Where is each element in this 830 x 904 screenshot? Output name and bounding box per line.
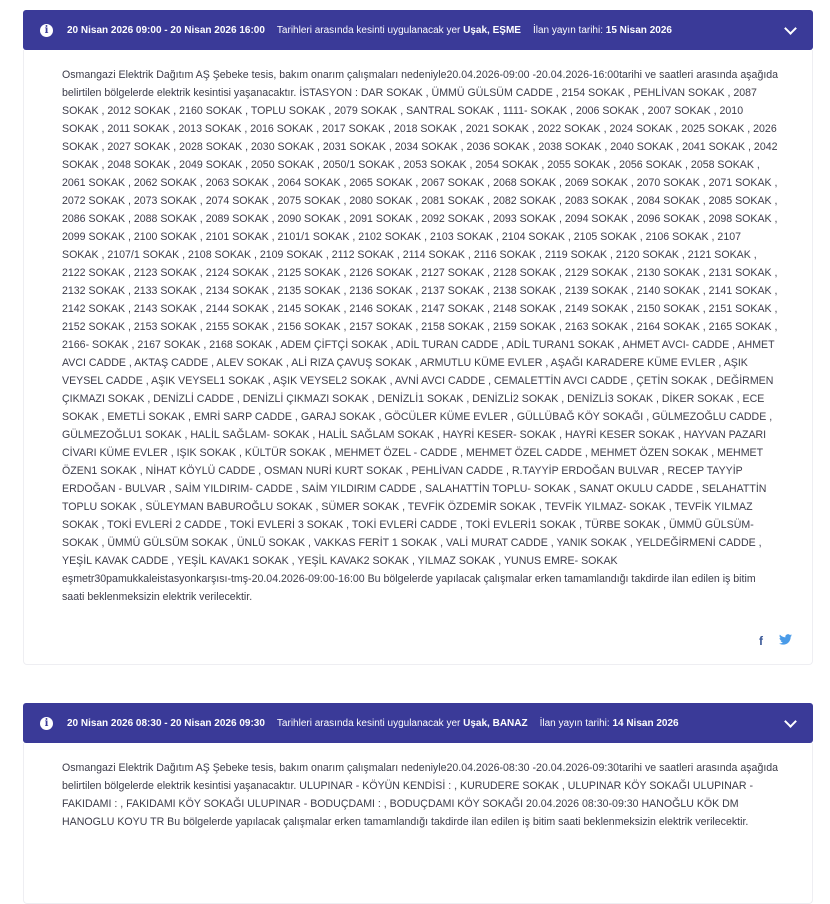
publish-date: 15 Nisan 2026 [605,24,672,36]
chevron-down-icon[interactable] [784,715,797,728]
publish-label: İlan yayın tarihi: [539,717,610,729]
location-prefix: Tarihleri arasında kesinti uygulanacak yer [276,24,461,36]
share-bar [759,632,792,650]
announcement-card [23,10,813,665]
publish-label: İlan yayın tarihi: [532,24,603,36]
publish-date: 14 Nisan 2026 [612,717,679,729]
info-icon: i [40,717,53,730]
announcement-card [23,703,813,904]
twitter-icon[interactable] [779,632,792,650]
announcement-text: Osmangazi Elektrik Dağıtım AŞ Şebeke tesis, bakım onarım çalışmaları nedeniyle20.04.2026-08:30 -20.04.2026-09:30tarihi ve saatleri arasında aşağıda belirtilen bölgelerde elektrik kesintisi yaşanacaktır. ULUPINAR - KÖYÜN KENDİSİ : , KURUDERE SOKAK , ULUPINAR KÖY SOKAĞI ULUPINAR - FAKIDAMI : , FAKIDAMI KÖY SOKAĞI ULUPINAR - BODUÇDAMI : , BODUÇDAMI KÖY SOKAĞI 20.04.2026 08:30-09:30 HANOĞLU KÖK DM HANOGLU KOYU TR Bu bölgelerde yapılacak çalışmalar erken tamamlandığı takdirde ilan edilen iş bitim saati beklenmeksizin elektrik verilecektir. [62,762,779,828]
announcement-header[interactable] [23,10,813,50]
location-prefix: Tarihleri arasında kesinti uygulanacak yer [276,717,461,729]
location: Uşak, BANAZ [463,717,528,729]
announcement-body [23,743,813,904]
chevron-down-icon[interactable] [784,22,797,35]
announcement-text: Osmangazi Elektrik Dağıtım AŞ Şebeke tesis, bakım onarım çalışmaları nedeniyle20.04.2026-09:00 -20.04.2026-16:00tarihi ve saatleri arasında aşağıda belirtilen bölgelerde elektrik kesintisi yaşanacaktır. İSTASYON : DAR SOKAK , ÜMMÜ GÜLSÜM CADDE , 2154 SOKAK , PEHLİVAN SOKAK , 2087 SOKAK , 2012 SOKAK , 2160 SOKAK , TOPLU SOKAK , 2079 SOKAK , SANTRAL SOKAK , 1111- SOKAK , 2006 SOKAK , 2007 SOKAK , 2010 SOKAK , 2011 SOKAK , 2013 SOKAK , 2016 SOKAK , 2017 SOKAK , 2018 SOKAK , 2021 SOKAK , 2022 SOKAK , 2024 SOKAK , 2025 SOKAK , 2026 SOKAK , 2027 SOKAK , 2028 SOKAK , 2030 SOKAK , 2031 SOKAK , 2034 SOKAK , 2036 SOKAK , 2038 SOKAK , 2040 SOKAK , 2041 SOKAK , 2042 SOKAK , 2048 SOKAK , 2049 SOKAK , 2050 SOKAK , 2050/1 SOKAK , 2053 SOKAK , 2054 SOKAK , 2055 SOKAK , 2056 SOKAK , 2058 SOKAK , 2061 SOKAK , 2062 SOKAK , 2063 SOKAK , 2064 SOKAK , 2065 SOKAK , 2067 SOKAK , 2068 SOKAK , 2069 SOKAK , 2070 SOKAK , 2071 SOKAK , 2072 SOKAK , 2073 SOKAK , 2074 SOKAK , 2075 SOKAK , 2080 SOKAK , 2081 SOKAK , 2082 SOKAK , 2083 SOKAK , 2084 SOKAK , 2085 SOKAK , 2086 SOKAK , 2088 SOKAK , 2089 SOKAK , 2090 SOKAK , 2091 SOKAK , 2092 SOKAK , 2093 SOKAK , 2094 SOKAK , 2096 SOKAK , 2098 SOKAK , 2099 SOKAK , 2100 SOKAK , 2101 SOKAK , 2101/1 SOKAK , 2102 SOKAK , 2103 SOKAK , 2104 SOKAK , 2105 SOKAK , 2106 SOKAK , 2107 SOKAK , 2107/1 SOKAK , 2108 SOKAK , 2109 SOKAK , 2112 SOKAK , 2114 SOKAK , 2116 SOKAK , 2119 SOKAK , 2120 SOKAK , 2121 SOKAK , 2122 SOKAK , 2123 SOKAK , 2124 SOKAK , 2125 SOKAK , 2126 SOKAK , 2127 SOKAK , 2128 SOKAK , 2129 SOKAK , 2130 SOKAK , 2131 SOKAK , 2132 SOKAK , 2133 SOKAK , 2134 SOKAK , 2135 SOKAK , 2136 SOKAK , 2137 SOKAK , 2138 SOKAK , 2139 SOKAK , 2140 SOKAK , 2141 SOKAK , 2142 SOKAK , 2143 SOKAK , 2144 SOKAK , 2145 SOKAK , 2146 SOKAK , 2147 SOKAK , 2148 SOKAK , 2149 SOKAK , 2150 SOKAK , 2151 SOKAK , 2152 SOKAK , 2153 SOKAK , 2155 SOKAK , 2156 SOKAK , 2157 SOKAK , 2158 SOKAK , 2159 SOKAK , 2163 SOKAK , 2164 SOKAK , 2165 SOKAK , 2166- SOKAK , 2167 SOKAK , 2168 SOKAK , ADEM ÇİFTÇİ SOKAK , ADİL TURAN CADDE , ADİL TURAN1 SOKAK , AHMET AVCI- CADDE , AHMET AVCI CADDE , AKTAŞ CADDE , ALEV SOKAK , ALİ RIZA ÇAVUŞ SOKAK , ARMUTLU KÜME EVLER , AŞAĞI KARADERE KÜME EVLER , AŞIK VEYSEL CADDE , AŞIK VEYSEL1 SOKAK , AŞIK VEYSEL2 SOKAK , AVNİ AVCI CADDE , CEMALETTİN AVCI CADDE , ÇETİN SOKAK , DEĞİRMEN ÇIKMAZI SOKAK , DENİZLİ CADDE , DENİZLİ ÇIKMAZI SOKAK , DENİZLİ1 SOKAK , DENİZLİ2 SOKAK , DENİZLİ3 SOKAK , DİKER SOKAK , ECE SOKAK , EMETLİ SOKAK , EMRİ SARP CADDE , GARAJ SOKAK , GÖCÜLER KÜME EVLER , GÜLLÜBAĞ KÖY SOKAĞI , GÜLMEZOĞLU CADDE , GÜLMEZOĞLU1 SOKAK , HALİL SAĞLAM- SOKAK , HALİL SAĞLAM SOKAK , HAYRİ KESER- SOKAK , HAYRİ KESER SOKAK , HAYVAN PAZARI CİVARI KÜME EVLER , IŞIK SOKAK , KÜLTÜR SOKAK , MEHMET ÖZEL - CADDE , MEHMET ÖZEL CADDE , MEHMET ÖZEN SOKAK , MEHMET ÖZEN1 SOKAK , NİHAT KÖYLÜ CADDE , OSMAN NURİ KURT SOKAK , PEHLİVAN CADDE , R.TAYYİP ERDOĞAN BULVAR , RECEP TAYYİP ERDOĞAN - BULVAR , SAİM YILDIRIM- CADDE , SAİM YILDIRIM CADDE , SALAHATTİN TOPLU- SOKAK , SANAT OKULU CADDE , SELAHATTİN TOPLU SOKAK , SÜLEYMAN BABUROĞLU SOKAK , SÜMER SOKAK , TEVFİK ÖZDEMİR SOKAK , TEVFİK YILMAZ- SOKAK , TEVFİK YILMAZ SOKAK , TOKİ EVLERİ 2 CADDE , TOKİ EVLERİ 3 SOKAK , TOKİ EVLERİ CADDE , TOKİ EVLERİ1 SOKAK , TÜRBE SOKAK , ÜMMÜ GÜLSÜM- SOKAK , ÜMMÜ GÜLSÜM SOKAK , ÜNLÜ SOKAK , VAKKAS FERİT 1 SOKAK , VALİ MURAT CADDE , YANIK SOKAK , YELDEĞİRMENİ CADDE , YEŞİL KAVAK CADDE , YEŞİL KAVAK1 SOKAK , YEŞİL KAVAK2 SOKAK , YILMAZ SOKAK , YUNUS EMRE- SOKAK eşmetr30pamukkaleistasyonkarşısı-tmş-20.04.2026-09:00-16:00 Bu bölgelerde yapılacak çalışmalar erken tamamlandığı takdirde ilan edilen iş bitim saati beklenmeksizin elektrik verilecektir. [62,69,779,603]
info-icon: i [40,24,53,37]
date-range: 20 Nisan 2026 08:30 - 20 Nisan 2026 09:30 [67,717,265,729]
facebook-icon[interactable]: f [759,634,763,648]
date-range: 20 Nisan 2026 09:00 - 20 Nisan 2026 16:00 [67,24,265,36]
announcement-body [23,50,813,665]
location: Uşak, EŞME [463,24,521,36]
announcement-header[interactable] [23,703,813,743]
